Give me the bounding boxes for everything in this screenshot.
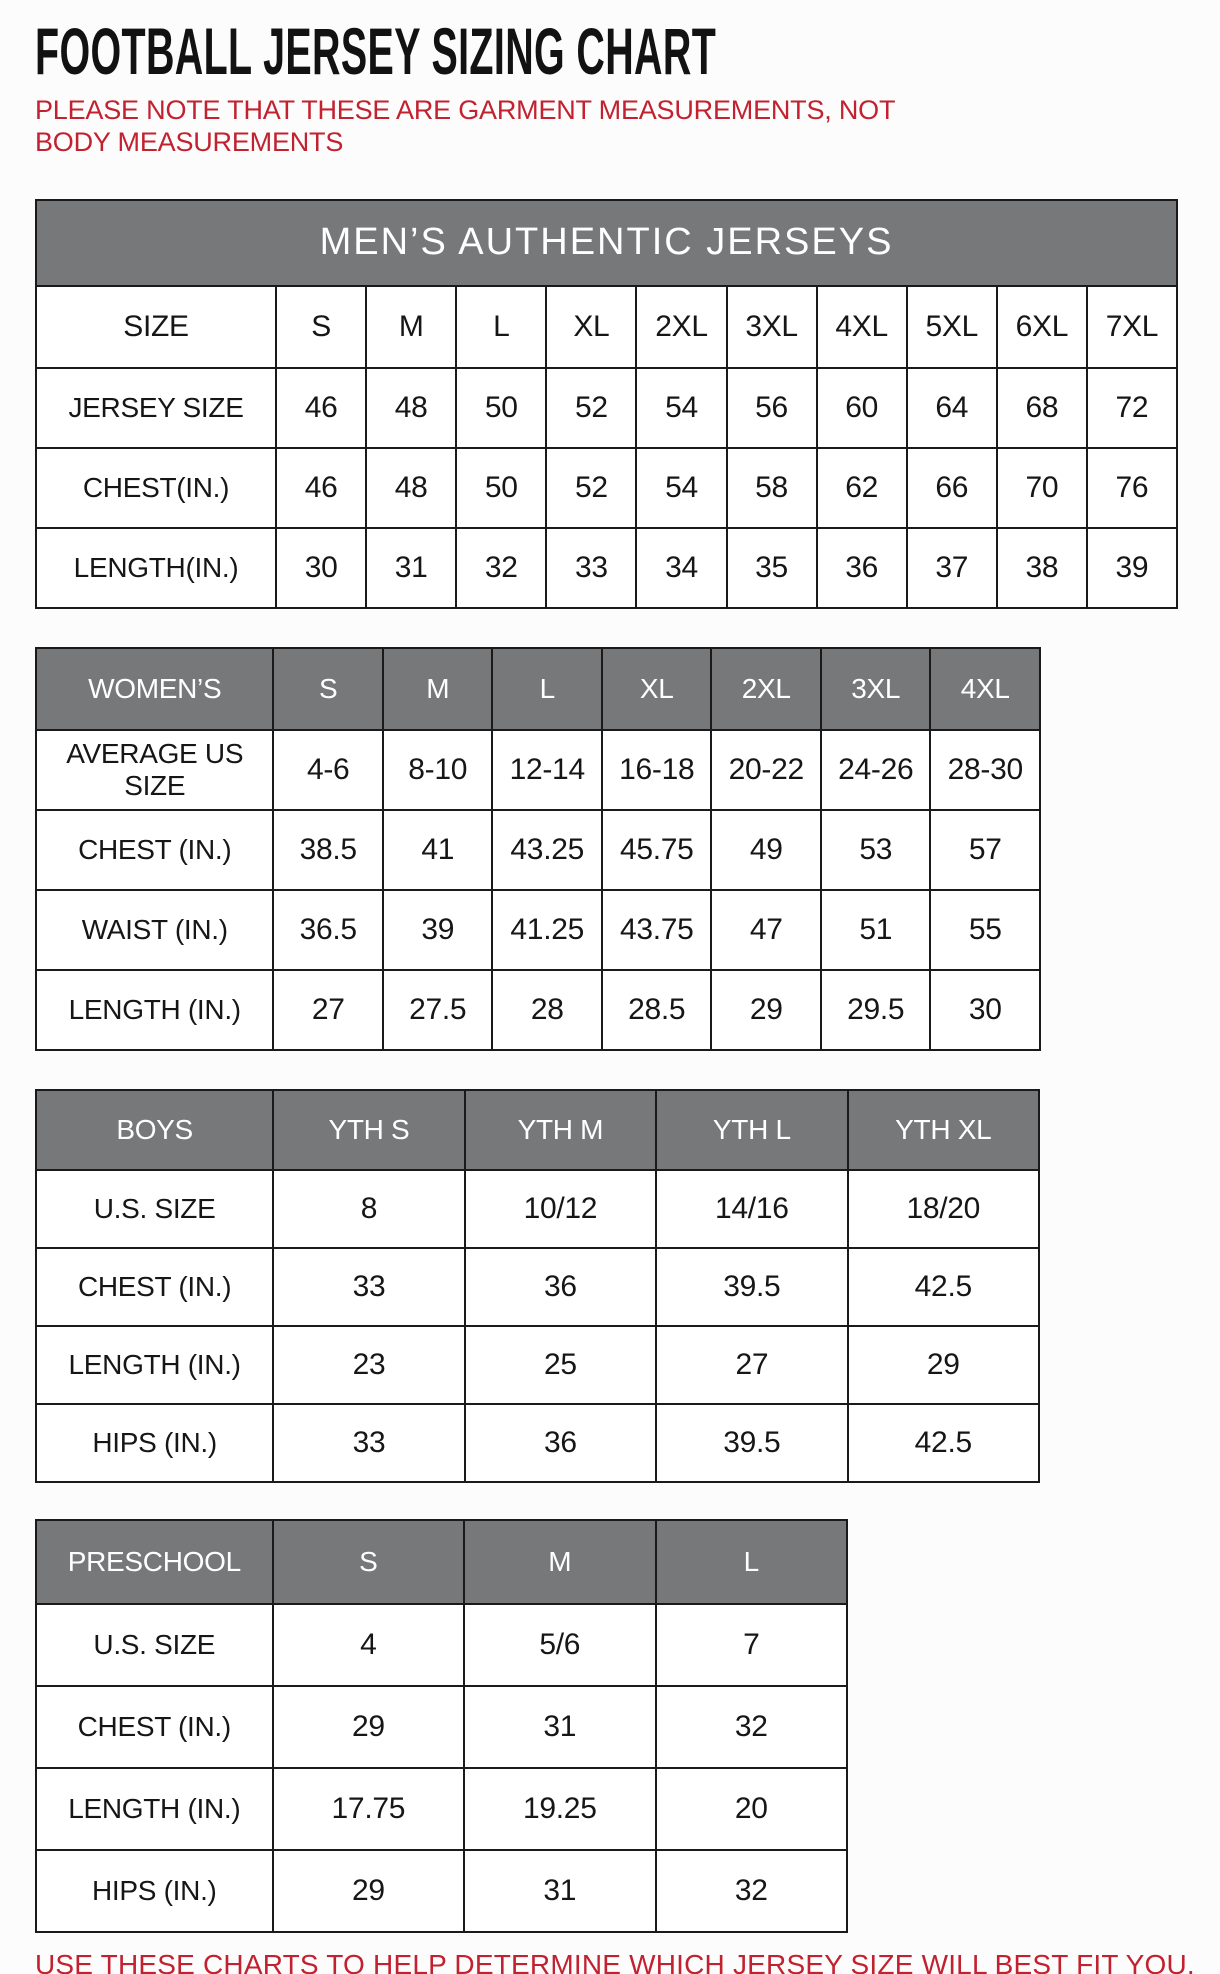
column-header-cell: 2XL bbox=[710, 649, 820, 729]
garment-measurement-note: PLEASE NOTE THAT THESE ARE GARMENT MEASUREMENTS, NOT BODY MEASUREMENTS bbox=[35, 95, 895, 158]
table-cell: 4-6 bbox=[272, 729, 382, 809]
table-cell: 7 bbox=[655, 1603, 846, 1685]
column-header-cell: S bbox=[272, 1521, 463, 1603]
column-header-cell: L bbox=[455, 287, 545, 367]
table-cell: 36 bbox=[816, 527, 906, 607]
table-cell: 14/16 bbox=[655, 1169, 846, 1247]
table-cell: 58 bbox=[726, 447, 816, 527]
table-cell: 29.5 bbox=[820, 969, 930, 1049]
page-title-text: FOOTBALL JERSEY SIZING CHART bbox=[35, 15, 717, 89]
column-header-cell: PRESCHOOL bbox=[37, 1521, 272, 1603]
mens-authentic-jerseys-title-bar: MEN’S AUTHENTIC JERSEYS bbox=[37, 201, 1176, 287]
row-label-cell: CHEST (IN.) bbox=[37, 1247, 272, 1325]
column-header-cell: S bbox=[272, 649, 382, 729]
table-cell: 41.25 bbox=[491, 889, 601, 969]
table-cell: 29 bbox=[272, 1685, 463, 1767]
table-cell: 48 bbox=[365, 447, 455, 527]
table-cell: 56 bbox=[726, 367, 816, 447]
table-cell: 46 bbox=[275, 367, 365, 447]
table-cell: 16-18 bbox=[601, 729, 711, 809]
table-cell: 33 bbox=[545, 527, 635, 607]
table-cell: 36.5 bbox=[272, 889, 382, 969]
table-cell: 27 bbox=[655, 1325, 846, 1403]
row-label-cell: CHEST (IN.) bbox=[37, 1685, 272, 1767]
table-cell: 12-14 bbox=[491, 729, 601, 809]
row-label-cell: CHEST(IN.) bbox=[37, 447, 275, 527]
table-cell: 51 bbox=[820, 889, 930, 969]
table-cell: 24-26 bbox=[820, 729, 930, 809]
table-cell: 18/20 bbox=[847, 1169, 1038, 1247]
row-label-cell: HIPS (IN.) bbox=[37, 1403, 272, 1481]
table-cell: 28-30 bbox=[929, 729, 1039, 809]
table-cell: 53 bbox=[820, 809, 930, 889]
table-cell: 68 bbox=[996, 367, 1086, 447]
column-header-cell: YTH M bbox=[464, 1091, 655, 1169]
table-cell: 29 bbox=[272, 1849, 463, 1931]
table-cell: 46 bbox=[275, 447, 365, 527]
table-cell: 33 bbox=[272, 1247, 463, 1325]
table-cell: 32 bbox=[455, 527, 545, 607]
column-header-cell: XL bbox=[601, 649, 711, 729]
table-cell: 38 bbox=[996, 527, 1086, 607]
table-cell: 8 bbox=[272, 1169, 463, 1247]
column-header-cell: YTH XL bbox=[847, 1091, 1038, 1169]
column-header-cell: S bbox=[275, 287, 365, 367]
table-cell: 32 bbox=[655, 1849, 846, 1931]
table-cell: 37 bbox=[906, 527, 996, 607]
table-cell: 50 bbox=[455, 367, 545, 447]
table-cell: 43.25 bbox=[491, 809, 601, 889]
table-cell: 27.5 bbox=[382, 969, 492, 1049]
table-cell: 31 bbox=[463, 1685, 654, 1767]
table-cell: 25 bbox=[464, 1325, 655, 1403]
table-cell: 39 bbox=[1086, 527, 1176, 607]
mens-authentic-jerseys-grid bbox=[37, 287, 1176, 607]
column-header-cell: YTH S bbox=[272, 1091, 463, 1169]
table-cell: 10/12 bbox=[464, 1169, 655, 1247]
footer-note: USE THESE CHARTS TO HELP DETERMINE WHICH JERSEY SIZE WILL BEST FIT YOU. bbox=[35, 1948, 1195, 1974]
table-cell: 31 bbox=[463, 1849, 654, 1931]
boys-sizing-table bbox=[35, 1089, 1040, 1483]
row-label-cell: WAIST (IN.) bbox=[37, 889, 272, 969]
table-cell: 41 bbox=[382, 809, 492, 889]
table-cell: 57 bbox=[929, 809, 1039, 889]
column-header-cell: L bbox=[491, 649, 601, 729]
preschool-sizing-table bbox=[35, 1519, 848, 1933]
table-cell: 4 bbox=[272, 1603, 463, 1685]
column-header-cell: M bbox=[365, 287, 455, 367]
page-title bbox=[35, 14, 1220, 89]
column-header-cell: 3XL bbox=[820, 649, 930, 729]
table-cell: 55 bbox=[929, 889, 1039, 969]
column-header-cell: 6XL bbox=[996, 287, 1086, 367]
table-cell: 76 bbox=[1086, 447, 1176, 527]
table-cell: 52 bbox=[545, 367, 635, 447]
table-cell: 35 bbox=[726, 527, 816, 607]
table-cell: 28 bbox=[491, 969, 601, 1049]
table-cell: 32 bbox=[655, 1685, 846, 1767]
table-cell: 31 bbox=[365, 527, 455, 607]
table-cell: 36 bbox=[464, 1403, 655, 1481]
column-header-cell: 2XL bbox=[635, 287, 725, 367]
table-cell: 54 bbox=[635, 367, 725, 447]
table-cell: 66 bbox=[906, 447, 996, 527]
row-label-cell: HIPS (IN.) bbox=[37, 1849, 272, 1931]
row-label-cell: U.S. SIZE bbox=[37, 1603, 272, 1685]
table-cell: 43.75 bbox=[601, 889, 711, 969]
row-label-cell: LENGTH (IN.) bbox=[37, 1767, 272, 1849]
column-header-cell: BOYS bbox=[37, 1091, 272, 1169]
row-label-cell: LENGTH (IN.) bbox=[37, 969, 272, 1049]
table-cell: 39.5 bbox=[655, 1247, 846, 1325]
row-label-cell: JERSEY SIZE bbox=[37, 367, 275, 447]
table-cell: 62 bbox=[816, 447, 906, 527]
row-label-cell: CHEST (IN.) bbox=[37, 809, 272, 889]
row-label-cell: SIZE bbox=[123, 309, 189, 343]
table-cell: 39 bbox=[382, 889, 492, 969]
table-cell: 30 bbox=[275, 527, 365, 607]
table-cell: 29 bbox=[847, 1325, 1038, 1403]
column-header-cell: XL bbox=[545, 287, 635, 367]
table-cell: 42.5 bbox=[847, 1247, 1038, 1325]
table-cell: 8-10 bbox=[382, 729, 492, 809]
table-cell: 70 bbox=[996, 447, 1086, 527]
column-header-cell: M bbox=[463, 1521, 654, 1603]
table-cell: 50 bbox=[455, 447, 545, 527]
table-cell: 52 bbox=[545, 447, 635, 527]
table-cell: 30 bbox=[929, 969, 1039, 1049]
column-header-cell: 5XL bbox=[906, 287, 996, 367]
table-cell: 72 bbox=[1086, 367, 1176, 447]
column-header-cell: 7XL bbox=[1086, 287, 1176, 367]
table-cell: 39.5 bbox=[655, 1403, 846, 1481]
table-cell: 64 bbox=[906, 367, 996, 447]
row-label-cell: LENGTH(IN.) bbox=[37, 527, 275, 607]
womens-sizing-table bbox=[35, 647, 1041, 1051]
table-cell: 45.75 bbox=[601, 809, 711, 889]
table-cell: 47 bbox=[710, 889, 820, 969]
row-label-cell: U.S. SIZE bbox=[37, 1169, 272, 1247]
table-cell: 36 bbox=[464, 1247, 655, 1325]
table-cell: 20-22 bbox=[710, 729, 820, 809]
column-header-cell: 4XL bbox=[929, 649, 1039, 729]
table-cell: 27 bbox=[272, 969, 382, 1049]
table-cell: 48 bbox=[365, 367, 455, 447]
column-header-cell: WOMEN’S bbox=[37, 649, 272, 729]
table-cell: 49 bbox=[710, 809, 820, 889]
table-cell: 33 bbox=[272, 1403, 463, 1481]
table-cell: 38.5 bbox=[272, 809, 382, 889]
table-cell: 34 bbox=[635, 527, 725, 607]
table-cell: 28.5 bbox=[601, 969, 711, 1049]
boys-jerseys-grid bbox=[37, 1091, 1038, 1481]
table-cell: 5/6 bbox=[463, 1603, 654, 1685]
table-cell: 42.5 bbox=[847, 1403, 1038, 1481]
column-header-cell: 4XL bbox=[816, 287, 906, 367]
row-label-cell: LENGTH (IN.) bbox=[37, 1325, 272, 1403]
table-cell: 20 bbox=[655, 1767, 846, 1849]
table-cell: 23 bbox=[272, 1325, 463, 1403]
column-header-cell: 3XL bbox=[726, 287, 816, 367]
table-cell: 60 bbox=[816, 367, 906, 447]
table-cell: 29 bbox=[710, 969, 820, 1049]
column-header-cell: YTH L bbox=[655, 1091, 846, 1169]
mens-sizing-table bbox=[35, 199, 1178, 609]
table-cell: 19.25 bbox=[463, 1767, 654, 1849]
column-header-cell: L bbox=[655, 1521, 846, 1603]
row-label-cell: AVERAGE US SIZE bbox=[37, 729, 272, 809]
table-cell: 17.75 bbox=[272, 1767, 463, 1849]
column-header-cell: M bbox=[382, 649, 492, 729]
table-cell: 54 bbox=[635, 447, 725, 527]
preschool-jerseys-grid bbox=[37, 1521, 846, 1931]
womens-jerseys-grid bbox=[37, 649, 1039, 1049]
